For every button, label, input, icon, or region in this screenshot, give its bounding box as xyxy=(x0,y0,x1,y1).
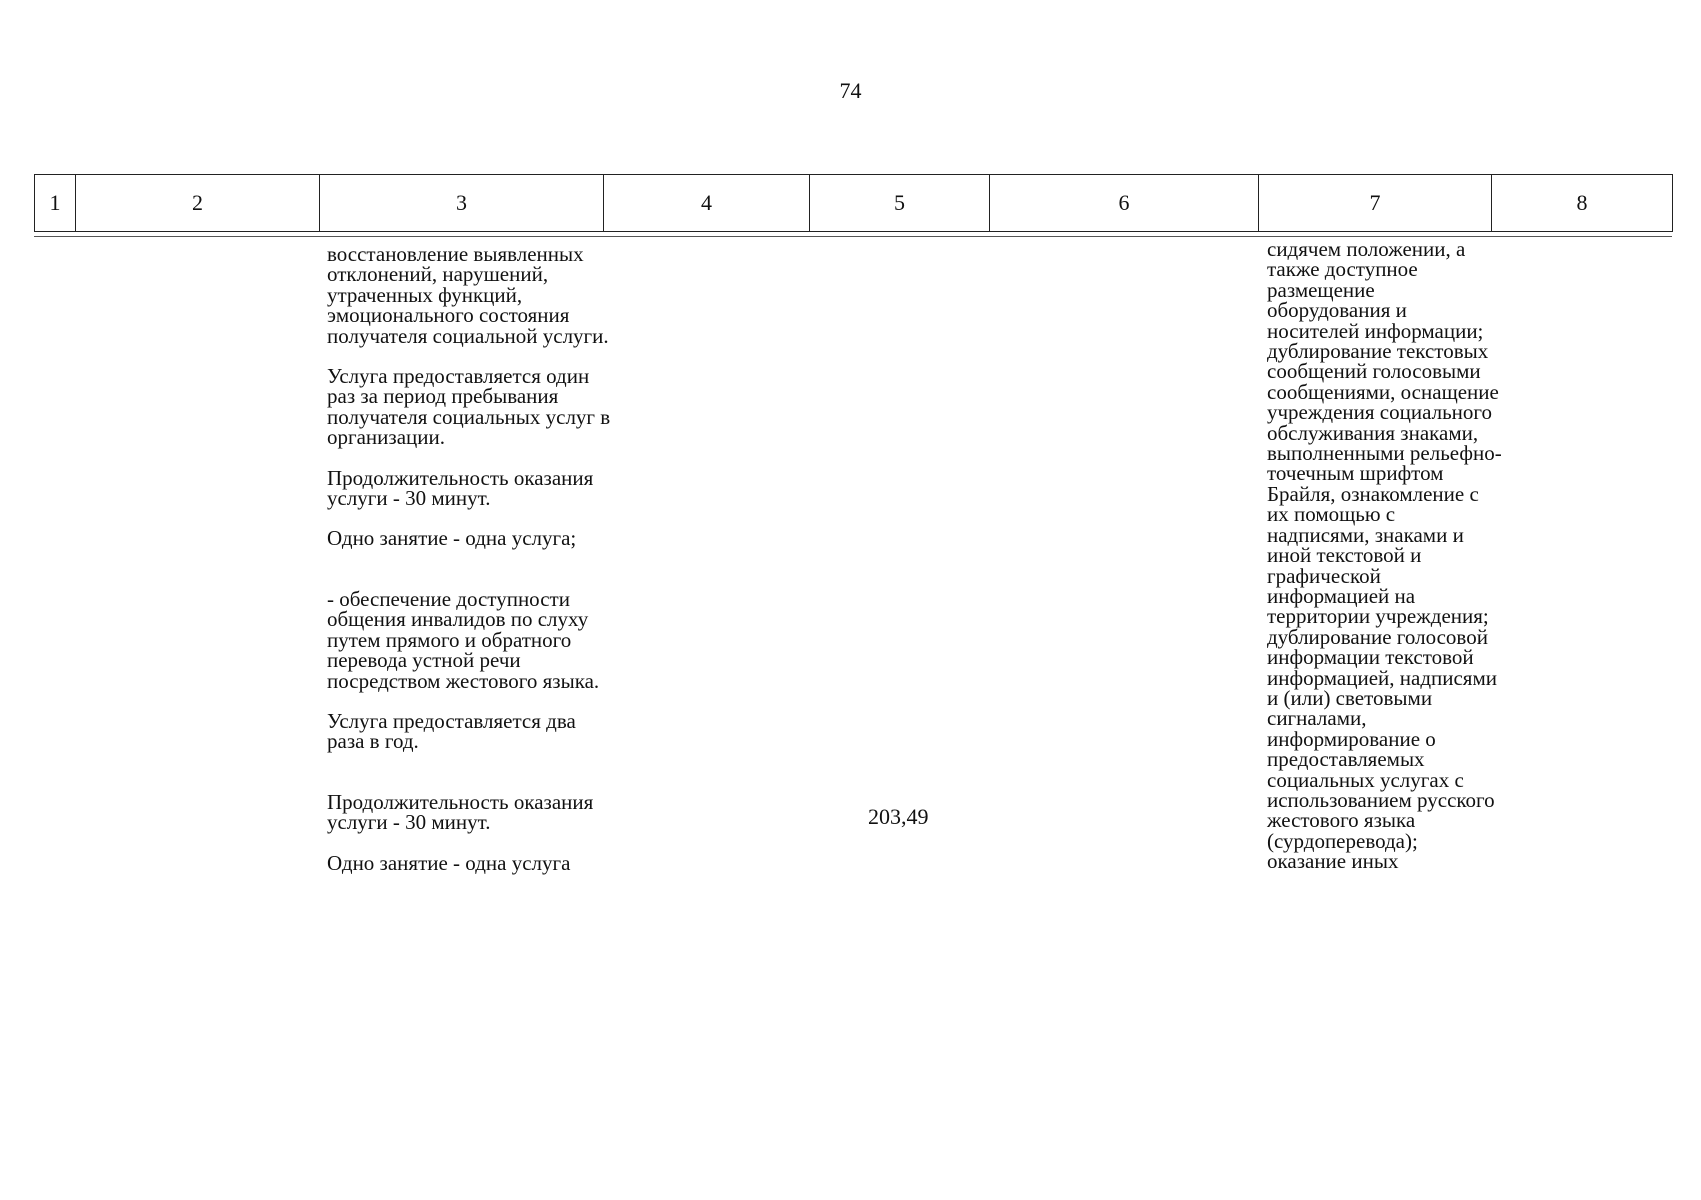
description-paragraph: Продолжительность оказания услуги - 30 минут. xyxy=(327,789,594,835)
description-paragraph: Одно занятие - одна услуга xyxy=(327,850,571,875)
column-header-6: 6 xyxy=(990,175,1259,232)
column-header-2: 2 xyxy=(76,175,320,232)
column-header-1: 1 xyxy=(35,175,76,232)
service-description-cell xyxy=(327,244,617,873)
column-header-4: 4 xyxy=(604,175,810,232)
accessibility-conditions-cell: сидячем положении, а также доступное размещение оборудования и носителей информации; дублирование текстовых сообщений голосовыми сообщениями, оснащение учреждения социального обслуживания знаками, выполненными рельефно-точечным шрифтом Брайля, ознакомление с их помощью с надписями, знаками и иной текстовой и графической информацией на территории учреждения; дублирование голосовой информации текстовой информацией, надписями и (или) световыми сигналами, информирование о предоставляемых социальных услугах с использованием русского жестового языка (сурдоперевода); оказание иных xyxy=(1267,237,1502,874)
tariff-value: 203,49 xyxy=(868,804,929,829)
table-header-row xyxy=(34,174,1673,232)
column-header-8: 8 xyxy=(1492,175,1673,232)
column-header-7: 7 xyxy=(1259,175,1492,232)
description-paragraph: Одно занятие - одна услуга; xyxy=(327,526,577,551)
page-number: 74 xyxy=(839,78,862,103)
description-paragraph: - обеспечение доступности общения инвалидов по слуху путем прямого и обратного перевода устной речи посредством жестового языка. xyxy=(327,586,600,693)
description-paragraph: Услуга предоставляется два раза в год. xyxy=(327,708,576,754)
description-paragraph: восстановление выявленных отклонений, нарушений, утраченных функций, эмоционального состояния получателя социальной услуги. xyxy=(327,242,609,348)
description-paragraph: Продолжительность оказания услуги - 30 минут. xyxy=(327,465,594,511)
column-header-3: 3 xyxy=(320,175,604,232)
column-header-5: 5 xyxy=(810,175,990,232)
description-paragraph: Услуга предоставляется один раз за период пребывания получателя социальных услуг в организации. xyxy=(327,364,611,450)
